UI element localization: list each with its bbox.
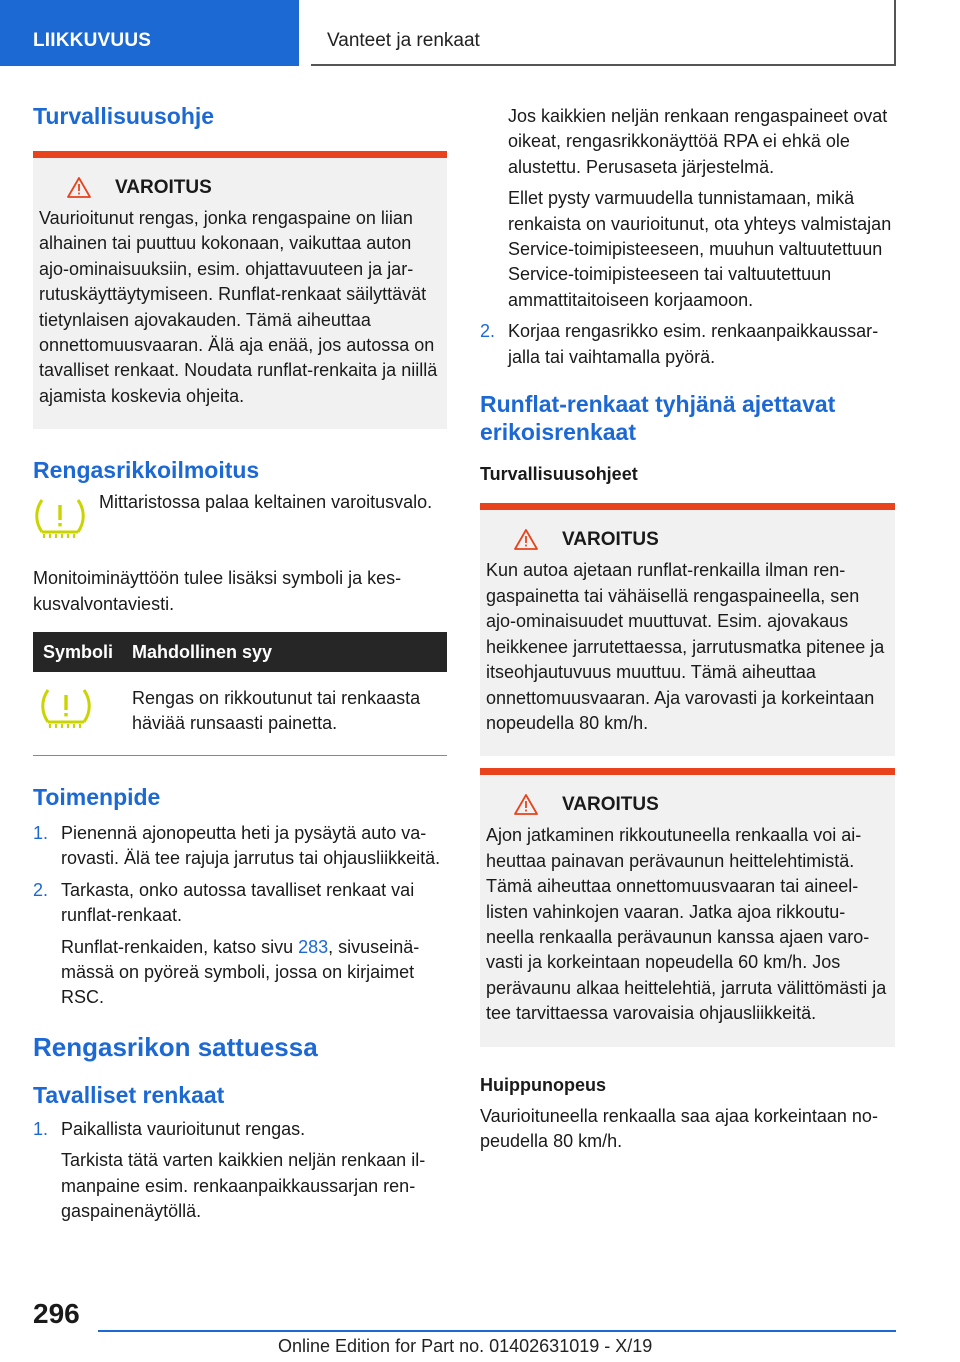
header-chapter-tab: [311, 0, 896, 66]
page-link-283[interactable]: 283: [298, 936, 329, 957]
regular-tires-heading: Tavalliset renkaat: [33, 1081, 225, 1108]
puncture-heading: Rengasrikon sattuessa: [33, 1031, 318, 1062]
runflat-heading: Runflat-renkaat tyhjänä ajettavat erikoisrenkaat: [480, 391, 836, 446]
header-chapter-label: Vanteet ja renkaat: [327, 30, 480, 51]
notice-text-2: Monitoiminäyttöön tulee lisäksi symboli ja keskusvalvontaviesti.: [33, 568, 402, 614]
list-item: [33, 878, 447, 1011]
action-heading: Toimenpide: [33, 783, 161, 810]
list-text: Korjaa rengasrikko esim. renkaanpaikkaussarjalla tai vaihtamalla pyörä.: [508, 321, 879, 367]
warning-text: Ajon jatkaminen rikkoutuneella renkaalla voi aiheuttaa painavan perävaunun heittelehtimistä. Tämä aiheuttaa onnettomuusvaaran tai aineellisten vahinkojen vaaran. Jatka ajoa rikkoutuneella renkaalla perävaunun kanssa ajaen varovasti ja korkeintaan nopeudella 60 km/h. Jos perävaunu alkaa heittelehtiä, jarruta välittömästi ja tee tarvittaessa varovaisia ohjausliikkeitä.: [486, 825, 887, 1024]
notice-text: Mittaristossa palaa keltainen varoitusvalo.: [99, 492, 433, 513]
symbol-table: [33, 632, 447, 756]
warning-box-3: [480, 768, 895, 1046]
list-subtext: Runflat-renkaiden, katso sivu 283, sivuseinämässä on pyöreä symboli, jossa on kirjaimet RSC.: [61, 936, 420, 1008]
list-item: [33, 1117, 447, 1225]
topspeed-heading: Huippunopeus: [480, 1074, 606, 1095]
list-number: 2.: [33, 879, 49, 900]
list-item: [480, 104, 895, 313]
warning-triangle-icon: [67, 176, 103, 200]
continued-steps: [480, 104, 895, 370]
tire-pressure-warning-icon: [39, 686, 93, 730]
list-text: Paikallista vaurioitunut rengas.: [61, 1118, 306, 1139]
page-number: 296: [33, 1298, 80, 1329]
tire-pressure-warning-icon: [33, 496, 87, 540]
list-text: Tarkasta, onko autossa tavalliset renkaat vai runflat-renkaat.: [61, 879, 415, 926]
table-header-symbol: Symboli: [43, 641, 114, 662]
table-header: [33, 632, 447, 672]
list-subtext: Ellet pysty varmuudella tunnistamaan, mikä renkaista on vaurioitunut, ota yhteys valmistajan Service-toimipisteeseen, muuhun valtuutettuun Service-toimipisteeseen tai valtuutettuun ammattitaitoiseen korjaamoon.: [508, 188, 892, 310]
warning-box-2: [480, 503, 895, 756]
warning-label: VAROITUS: [562, 794, 659, 816]
list-number: 1.: [33, 1118, 49, 1139]
notice-heading: Rengasrikkoilmoitus: [33, 457, 260, 484]
list-item: [33, 821, 447, 872]
left-column: [33, 102, 447, 1230]
footer-edition: Online Edition for Part no. 01402631019 - X/19: [278, 1336, 653, 1356]
warning-triangle-icon: [514, 528, 550, 552]
warning-triangle-icon: [514, 793, 550, 817]
table-row: [33, 672, 447, 756]
list-text: Pienennä ajonopeutta heti ja pysäytä auto varovasti. Älä tee rajuja jarrutus tai ohjausliikkeitä.: [61, 822, 441, 869]
right-column: [480, 104, 895, 1155]
warning-box-1: [33, 151, 447, 429]
safety-heading: Turvallisuusohje: [33, 103, 215, 129]
list-number: 1.: [33, 822, 49, 843]
list-item: [480, 319, 895, 370]
warning-label: VAROITUS: [562, 529, 659, 551]
header-section-tab: [0, 0, 299, 66]
table-header-cause: Mahdollinen syy: [132, 641, 273, 662]
list-subtext: Tarkista tätä varten kaikkien neljän renkaan ilmanpaine esim. renkaanpaikkaussarjan rengaspainenäytöllä.: [61, 1150, 426, 1221]
table-cell-cause: Rengas on rikkoutunut tai renkaasta häviää runsaasti painetta.: [132, 688, 421, 734]
warning-text: Kun autoa ajetaan runflat-renkailla ilman rengaspainetta tai vähäisellä rengaspaineella, sen ajo-ominaisuudet muuttuvat. Esim. ajovakaus heikkenee jarrutettaessa, jarrutusmatka pitenee ja itseohjautuvuus muuttuu. Tämä aiheuttaa onnettomuusvaaran. Aja varovasti ja korkeintaan nopeudella 80 km/h.: [486, 560, 885, 733]
warning-text: Vaurioitunut rengas, jonka rengaspaine on liian alhainen tai puuttuu kokonaan, vaikuttaa auton ajo-ominaisuuksiin, esim. ohjattavuuteen ja jarrutuskäyttäytymiseen. Runflat-renkaat säilyttävät tietynlaisen ajovakauden. Tämä aiheuttaa onnettomuusvaaran. Älä aja enää, jos autossa on tavalliset renkaat. Noudata runflat-renkaita ja niillä ajamista koskevia ohjeita.: [39, 208, 438, 406]
footer-divider: [98, 1330, 896, 1332]
warning-label: VAROITUS: [115, 177, 212, 198]
topspeed-text: Vaurioituneella renkaalla saa ajaa korkeintaan nopeudella 80 km/h.: [480, 1105, 878, 1152]
action-list: [33, 821, 447, 1011]
header-section-label: LIIKKUVUUS: [33, 30, 152, 51]
list-subtext: Jos kaikkien neljän renkaan rengaspaineet ovat oikeat, rengasrikkonäyttöä RPA ei ehkä ole alustettu. Perusaseta järjestelmä.: [508, 106, 888, 177]
regular-steps-list: [33, 1117, 447, 1225]
runflat-subheading: Turvallisuusohjeet: [480, 464, 638, 485]
list-number: 2.: [480, 321, 496, 342]
